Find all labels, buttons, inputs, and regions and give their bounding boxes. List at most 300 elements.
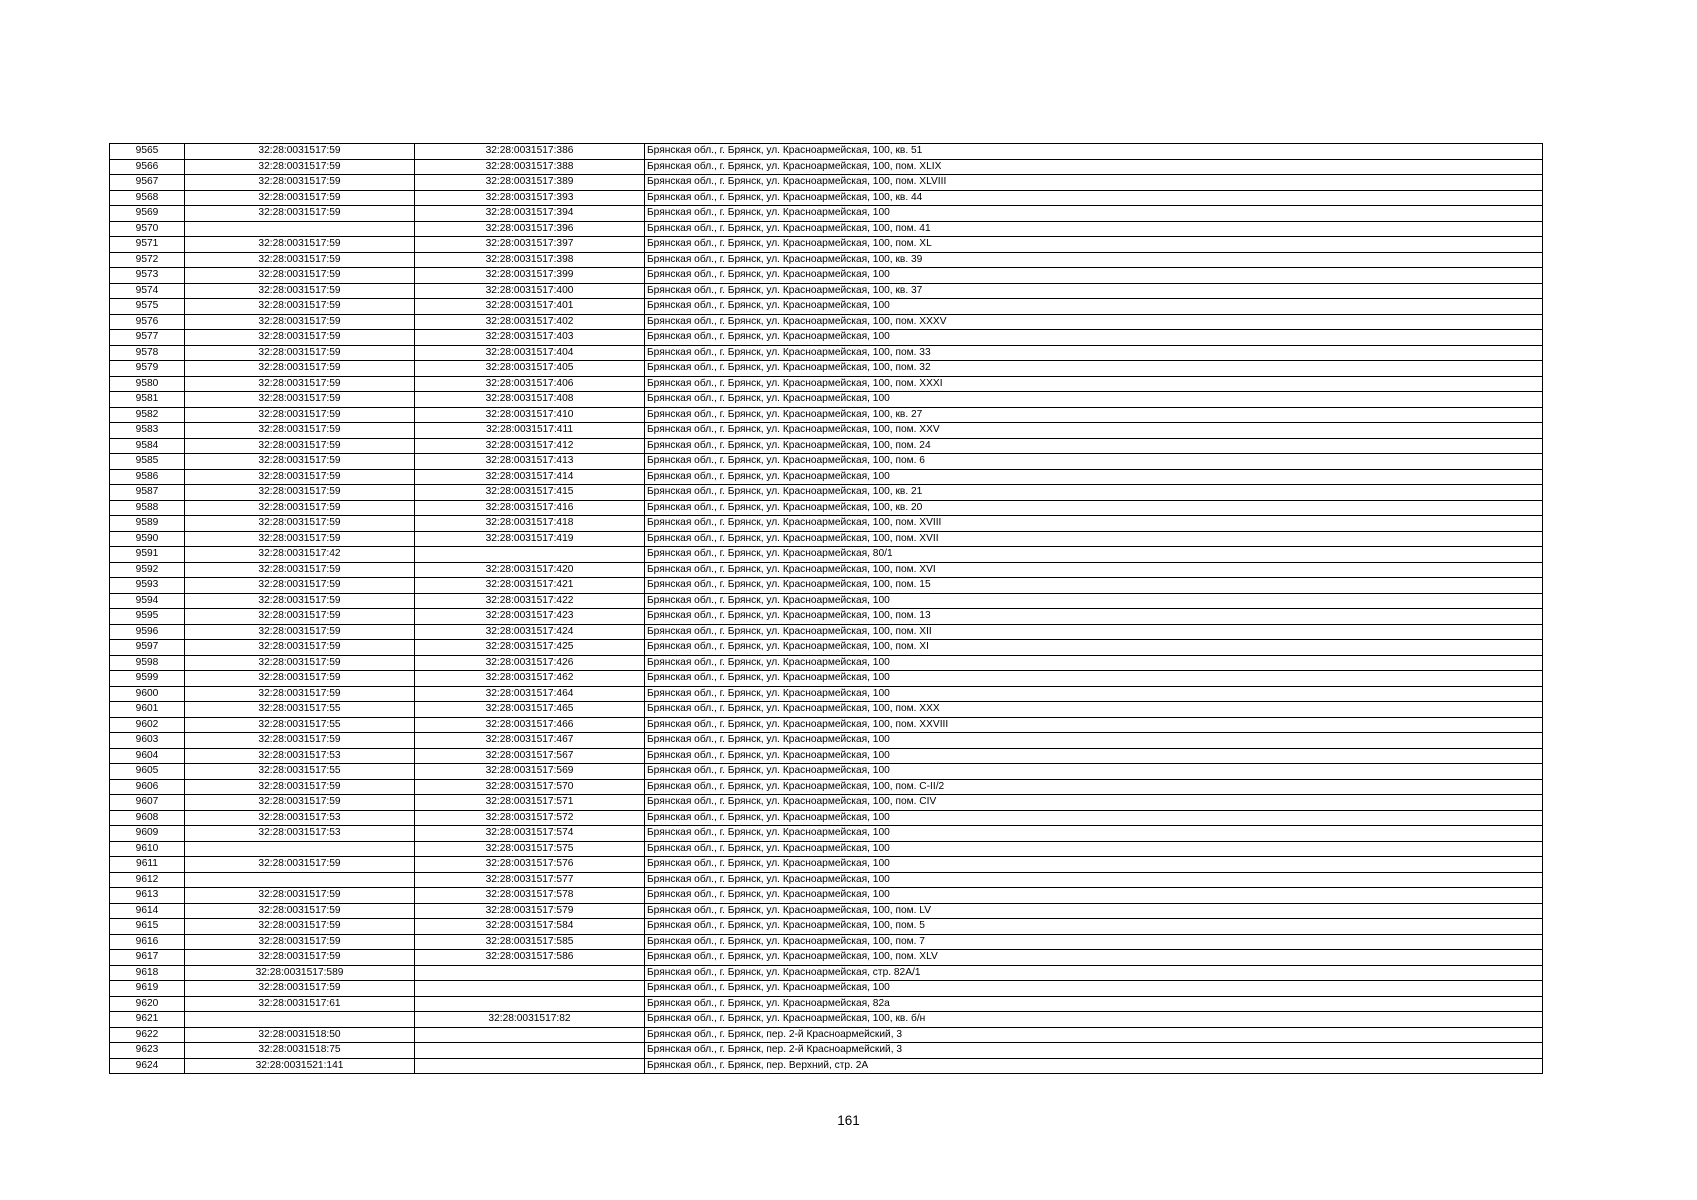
object-cadastral-number-cell: 32:28:0031517:399 <box>415 268 645 284</box>
parent-cadastral-number-cell: 32:28:0031517:59 <box>185 206 415 222</box>
table-row <box>110 392 1543 408</box>
row-number-cell: 9613 <box>110 888 185 904</box>
address-cell: Брянская обл., г. Брянск, ул. Красноармейская, 100 <box>645 857 1543 873</box>
row-number-cell: 9577 <box>110 330 185 346</box>
row-number-cell: 9571 <box>110 237 185 253</box>
row-number-cell: 9579 <box>110 361 185 377</box>
parent-cadastral-number-cell: 32:28:0031517:59 <box>185 268 415 284</box>
address-cell: Брянская обл., г. Брянск, ул. Красноармейская, 100 <box>645 469 1543 485</box>
object-cadastral-number-cell: 32:28:0031517:406 <box>415 376 645 392</box>
object-cadastral-number-cell: 32:28:0031517:393 <box>415 190 645 206</box>
address-cell: Брянская обл., г. Брянск, пер. Верхний, стр. 2А <box>645 1058 1543 1074</box>
parent-cadastral-number-cell: 32:28:0031517:59 <box>185 392 415 408</box>
table-row <box>110 578 1543 594</box>
object-cadastral-number-cell: 32:28:0031517:576 <box>415 857 645 873</box>
object-cadastral-number-cell: 32:28:0031517:586 <box>415 950 645 966</box>
object-cadastral-number-cell: 32:28:0031517:410 <box>415 407 645 423</box>
parent-cadastral-number-cell: 32:28:0031518:50 <box>185 1027 415 1043</box>
row-number-cell: 9616 <box>110 934 185 950</box>
address-cell: Брянская обл., г. Брянск, ул. Красноармейская, 100 <box>645 981 1543 997</box>
table-row <box>110 826 1543 842</box>
object-cadastral-number-cell: 32:28:0031517:585 <box>415 934 645 950</box>
address-cell: Брянская обл., г. Брянск, ул. Красноармейская, 100, пом. XVI <box>645 562 1543 578</box>
parent-cadastral-number-cell: 32:28:0031517:59 <box>185 175 415 191</box>
address-cell: Брянская обл., г. Брянск, ул. Красноармейская, 100, кв. 27 <box>645 407 1543 423</box>
address-cell: Брянская обл., г. Брянск, ул. Красноармейская, 100 <box>645 330 1543 346</box>
object-cadastral-number-cell: 32:28:0031517:426 <box>415 655 645 671</box>
object-cadastral-number-cell <box>415 981 645 997</box>
object-cadastral-number-cell: 32:28:0031517:577 <box>415 872 645 888</box>
row-number-cell: 9567 <box>110 175 185 191</box>
parent-cadastral-number-cell: 32:28:0031517:59 <box>185 888 415 904</box>
row-number-cell: 9599 <box>110 671 185 687</box>
parent-cadastral-number-cell: 32:28:0031517:59 <box>185 934 415 950</box>
row-number-cell: 9584 <box>110 438 185 454</box>
row-number-cell: 9591 <box>110 547 185 563</box>
parent-cadastral-number-cell: 32:28:0031517:59 <box>185 733 415 749</box>
parent-cadastral-number-cell: 32:28:0031518:75 <box>185 1043 415 1059</box>
table-row <box>110 345 1543 361</box>
table-row <box>110 717 1543 733</box>
object-cadastral-number-cell: 32:28:0031517:400 <box>415 283 645 299</box>
object-cadastral-number-cell: 32:28:0031517:82 <box>415 1012 645 1028</box>
table-row <box>110 516 1543 532</box>
object-cadastral-number-cell: 32:28:0031517:413 <box>415 454 645 470</box>
table-row <box>110 330 1543 346</box>
object-cadastral-number-cell: 32:28:0031517:398 <box>415 252 645 268</box>
parent-cadastral-number-cell: 32:28:0031517:59 <box>185 407 415 423</box>
table-row <box>110 609 1543 625</box>
row-number-cell: 9608 <box>110 810 185 826</box>
address-cell: Брянская обл., г. Брянск, ул. Красноармейская, 100, пом. XXVIII <box>645 717 1543 733</box>
row-number-cell: 9602 <box>110 717 185 733</box>
parent-cadastral-number-cell: 32:28:0031521:141 <box>185 1058 415 1074</box>
address-cell: Брянская обл., г. Брянск, пер. 2-й Красноармейский, 3 <box>645 1027 1543 1043</box>
address-cell: Брянская обл., г. Брянск, ул. Красноармейская, 100, кв. 39 <box>645 252 1543 268</box>
table-row <box>110 438 1543 454</box>
row-number-cell: 9566 <box>110 159 185 175</box>
object-cadastral-number-cell: 32:28:0031517:424 <box>415 624 645 640</box>
table-row <box>110 500 1543 516</box>
address-cell: Брянская обл., г. Брянск, ул. Красноармейская, 100, кв. 51 <box>645 144 1543 160</box>
object-cadastral-number-cell: 32:28:0031517:418 <box>415 516 645 532</box>
object-cadastral-number-cell: 32:28:0031517:465 <box>415 702 645 718</box>
object-cadastral-number-cell: 32:28:0031517:414 <box>415 469 645 485</box>
table-row <box>110 283 1543 299</box>
address-cell: Брянская обл., г. Брянск, ул. Красноармейская, 100 <box>645 748 1543 764</box>
object-cadastral-number-cell: 32:28:0031517:567 <box>415 748 645 764</box>
table-row <box>110 159 1543 175</box>
parent-cadastral-number-cell: 32:28:0031517:42 <box>185 547 415 563</box>
address-cell: Брянская обл., г. Брянск, ул. Красноармейская, 100, пом. XXV <box>645 423 1543 439</box>
parent-cadastral-number-cell: 32:28:0031517:53 <box>185 810 415 826</box>
table-row <box>110 764 1543 780</box>
row-number-cell: 9570 <box>110 221 185 237</box>
object-cadastral-number-cell: 32:28:0031517:422 <box>415 593 645 609</box>
object-cadastral-number-cell: 32:28:0031517:579 <box>415 903 645 919</box>
table-row <box>110 1043 1543 1059</box>
row-number-cell: 9607 <box>110 795 185 811</box>
object-cadastral-number-cell: 32:28:0031517:571 <box>415 795 645 811</box>
address-cell: Брянская обл., г. Брянск, ул. Красноармейская, 100, пом. C-II/2 <box>645 779 1543 795</box>
table-row <box>110 779 1543 795</box>
address-cell: Брянская обл., г. Брянск, ул. Красноармейская, 80/1 <box>645 547 1543 563</box>
address-cell: Брянская обл., г. Брянск, ул. Красноармейская, 100, пом. XII <box>645 624 1543 640</box>
object-cadastral-number-cell: 32:28:0031517:575 <box>415 841 645 857</box>
address-cell: Брянская обл., г. Брянск, ул. Красноармейская, 100, кв. 44 <box>645 190 1543 206</box>
row-number-cell: 9578 <box>110 345 185 361</box>
address-cell: Брянская обл., г. Брянск, пер. 2-й Красноармейский, 3 <box>645 1043 1543 1059</box>
address-cell: Брянская обл., г. Брянск, ул. Красноармейская, 100, кв. 20 <box>645 500 1543 516</box>
address-cell: Брянская обл., г. Брянск, ул. Красноармейская, 100, пом. 15 <box>645 578 1543 594</box>
row-number-cell: 9620 <box>110 996 185 1012</box>
parent-cadastral-number-cell <box>185 841 415 857</box>
row-number-cell: 9587 <box>110 485 185 501</box>
row-number-cell: 9573 <box>110 268 185 284</box>
parent-cadastral-number-cell <box>185 872 415 888</box>
row-number-cell: 9618 <box>110 965 185 981</box>
table-row <box>110 547 1543 563</box>
address-cell: Брянская обл., г. Брянск, ул. Красноармейская, 100, кв. 21 <box>645 485 1543 501</box>
table-row <box>110 655 1543 671</box>
table-row <box>110 299 1543 315</box>
row-number-cell: 9624 <box>110 1058 185 1074</box>
object-cadastral-number-cell: 32:28:0031517:397 <box>415 237 645 253</box>
table-row <box>110 810 1543 826</box>
row-number-cell: 9611 <box>110 857 185 873</box>
table-row <box>110 872 1543 888</box>
parent-cadastral-number-cell: 32:28:0031517:59 <box>185 283 415 299</box>
parent-cadastral-number-cell: 32:28:0031517:59 <box>185 950 415 966</box>
row-number-cell: 9615 <box>110 919 185 935</box>
parent-cadastral-number-cell: 32:28:0031517:59 <box>185 640 415 656</box>
row-number-cell: 9568 <box>110 190 185 206</box>
cadastral-registry-table <box>109 143 1543 1074</box>
table-row <box>110 624 1543 640</box>
row-number-cell: 9593 <box>110 578 185 594</box>
parent-cadastral-number-cell: 32:28:0031517:61 <box>185 996 415 1012</box>
registry-table-body <box>110 144 1543 1074</box>
table-row <box>110 423 1543 439</box>
address-cell: Брянская обл., г. Брянск, ул. Красноармейская, 100, пом. XI <box>645 640 1543 656</box>
address-cell: Брянская обл., г. Брянск, ул. Красноармейская, 100, пом. 32 <box>645 361 1543 377</box>
parent-cadastral-number-cell: 32:28:0031517:59 <box>185 314 415 330</box>
object-cadastral-number-cell: 32:28:0031517:386 <box>415 144 645 160</box>
table-row <box>110 950 1543 966</box>
parent-cadastral-number-cell: 32:28:0031517:55 <box>185 702 415 718</box>
table-row <box>110 454 1543 470</box>
parent-cadastral-number-cell: 32:28:0031517:59 <box>185 671 415 687</box>
address-cell: Брянская обл., г. Брянск, ул. Красноармейская, 100, пом. XXXV <box>645 314 1543 330</box>
object-cadastral-number-cell: 32:28:0031517:416 <box>415 500 645 516</box>
row-number-cell: 9588 <box>110 500 185 516</box>
address-cell: Брянская обл., г. Брянск, ул. Красноармейская, 100 <box>645 764 1543 780</box>
object-cadastral-number-cell: 32:28:0031517:396 <box>415 221 645 237</box>
object-cadastral-number-cell: 32:28:0031517:402 <box>415 314 645 330</box>
row-number-cell: 9594 <box>110 593 185 609</box>
parent-cadastral-number-cell: 32:28:0031517:59 <box>185 981 415 997</box>
parent-cadastral-number-cell: 32:28:0031517:589 <box>185 965 415 981</box>
table-row <box>110 175 1543 191</box>
address-cell: Брянская обл., г. Брянск, ул. Красноармейская, 100, кв. 37 <box>645 283 1543 299</box>
object-cadastral-number-cell <box>415 1027 645 1043</box>
parent-cadastral-number-cell: 32:28:0031517:59 <box>185 531 415 547</box>
row-number-cell: 9582 <box>110 407 185 423</box>
row-number-cell: 9621 <box>110 1012 185 1028</box>
address-cell: Брянская обл., г. Брянск, ул. Красноармейская, 100, пом. 5 <box>645 919 1543 935</box>
parent-cadastral-number-cell: 32:28:0031517:59 <box>185 593 415 609</box>
table-row <box>110 221 1543 237</box>
parent-cadastral-number-cell: 32:28:0031517:59 <box>185 655 415 671</box>
table-row <box>110 919 1543 935</box>
address-cell: Брянская обл., г. Брянск, ул. Красноармейская, 82а <box>645 996 1543 1012</box>
object-cadastral-number-cell: 32:28:0031517:388 <box>415 159 645 175</box>
object-cadastral-number-cell: 32:28:0031517:572 <box>415 810 645 826</box>
row-number-cell: 9575 <box>110 299 185 315</box>
parent-cadastral-number-cell: 32:28:0031517:59 <box>185 485 415 501</box>
row-number-cell: 9622 <box>110 1027 185 1043</box>
address-cell: Брянская обл., г. Брянск, ул. Красноармейская, 100, пом. 7 <box>645 934 1543 950</box>
address-cell: Брянская обл., г. Брянск, ул. Красноармейская, 100, пом. XXX <box>645 702 1543 718</box>
object-cadastral-number-cell: 32:28:0031517:412 <box>415 438 645 454</box>
address-cell: Брянская обл., г. Брянск, ул. Красноармейская, 100 <box>645 733 1543 749</box>
row-number-cell: 9623 <box>110 1043 185 1059</box>
table-row <box>110 857 1543 873</box>
parent-cadastral-number-cell <box>185 1012 415 1028</box>
page-number: 161 <box>837 1113 860 1128</box>
table-row <box>110 469 1543 485</box>
parent-cadastral-number-cell: 32:28:0031517:59 <box>185 779 415 795</box>
table-row <box>110 190 1543 206</box>
address-cell: Брянская обл., г. Брянск, ул. Красноармейская, 100, пом. LV <box>645 903 1543 919</box>
parent-cadastral-number-cell: 32:28:0031517:59 <box>185 500 415 516</box>
address-cell: Брянская обл., г. Брянск, ул. Красноармейская, 100, пом. 13 <box>645 609 1543 625</box>
address-cell: Брянская обл., г. Брянск, ул. Красноармейская, 100 <box>645 671 1543 687</box>
parent-cadastral-number-cell: 32:28:0031517:59 <box>185 857 415 873</box>
parent-cadastral-number-cell: 32:28:0031517:59 <box>185 330 415 346</box>
table-row <box>110 1012 1543 1028</box>
object-cadastral-number-cell: 32:28:0031517:584 <box>415 919 645 935</box>
row-number-cell: 9598 <box>110 655 185 671</box>
table-row <box>110 1058 1543 1074</box>
address-cell: Брянская обл., г. Брянск, ул. Красноармейская, 100, пом. XLV <box>645 950 1543 966</box>
object-cadastral-number-cell: 32:28:0031517:574 <box>415 826 645 842</box>
row-number-cell: 9572 <box>110 252 185 268</box>
row-number-cell: 9610 <box>110 841 185 857</box>
row-number-cell: 9585 <box>110 454 185 470</box>
row-number-cell: 9603 <box>110 733 185 749</box>
row-number-cell: 9596 <box>110 624 185 640</box>
row-number-cell: 9580 <box>110 376 185 392</box>
table-row <box>110 593 1543 609</box>
address-cell: Брянская обл., г. Брянск, ул. Красноармейская, 100 <box>645 841 1543 857</box>
object-cadastral-number-cell: 32:28:0031517:408 <box>415 392 645 408</box>
table-row <box>110 314 1543 330</box>
address-cell: Брянская обл., г. Брянск, ул. Красноармейская, 100 <box>645 206 1543 222</box>
row-number-cell: 9565 <box>110 144 185 160</box>
row-number-cell: 9583 <box>110 423 185 439</box>
parent-cadastral-number-cell: 32:28:0031517:59 <box>185 919 415 935</box>
row-number-cell: 9601 <box>110 702 185 718</box>
address-cell: Брянская обл., г. Брянск, ул. Красноармейская, 100, пом. 33 <box>645 345 1543 361</box>
row-number-cell: 9586 <box>110 469 185 485</box>
parent-cadastral-number-cell: 32:28:0031517:59 <box>185 903 415 919</box>
parent-cadastral-number-cell: 32:28:0031517:59 <box>185 562 415 578</box>
table-row <box>110 686 1543 702</box>
object-cadastral-number-cell <box>415 1043 645 1059</box>
row-number-cell: 9589 <box>110 516 185 532</box>
table-row <box>110 407 1543 423</box>
row-number-cell: 9612 <box>110 872 185 888</box>
object-cadastral-number-cell: 32:28:0031517:394 <box>415 206 645 222</box>
parent-cadastral-number-cell: 32:28:0031517:59 <box>185 190 415 206</box>
table-row <box>110 934 1543 950</box>
table-row <box>110 965 1543 981</box>
table-row <box>110 702 1543 718</box>
object-cadastral-number-cell <box>415 1058 645 1074</box>
row-number-cell: 9569 <box>110 206 185 222</box>
table-row <box>110 531 1543 547</box>
table-row <box>110 361 1543 377</box>
address-cell: Брянская обл., г. Брянск, ул. Красноармейская, 100, пом. XLVIII <box>645 175 1543 191</box>
object-cadastral-number-cell: 32:28:0031517:578 <box>415 888 645 904</box>
object-cadastral-number-cell: 32:28:0031517:415 <box>415 485 645 501</box>
object-cadastral-number-cell: 32:28:0031517:569 <box>415 764 645 780</box>
address-cell: Брянская обл., г. Брянск, ул. Красноармейская, 100, пом. XL <box>645 237 1543 253</box>
parent-cadastral-number-cell: 32:28:0031517:59 <box>185 423 415 439</box>
table-row <box>110 671 1543 687</box>
table-row <box>110 252 1543 268</box>
address-cell: Брянская обл., г. Брянск, ул. Красноармейская, 100 <box>645 655 1543 671</box>
object-cadastral-number-cell: 32:28:0031517:421 <box>415 578 645 594</box>
address-cell: Брянская обл., г. Брянск, ул. Красноармейская, 100, пом. 6 <box>645 454 1543 470</box>
object-cadastral-number-cell: 32:28:0031517:423 <box>415 609 645 625</box>
parent-cadastral-number-cell: 32:28:0031517:59 <box>185 299 415 315</box>
parent-cadastral-number-cell: 32:28:0031517:59 <box>185 454 415 470</box>
object-cadastral-number-cell: 32:28:0031517:389 <box>415 175 645 191</box>
parent-cadastral-number-cell: 32:28:0031517:59 <box>185 686 415 702</box>
address-cell: Брянская обл., г. Брянск, ул. Красноармейская, 100 <box>645 299 1543 315</box>
parent-cadastral-number-cell: 32:28:0031517:59 <box>185 345 415 361</box>
object-cadastral-number-cell: 32:28:0031517:420 <box>415 562 645 578</box>
address-cell: Брянская обл., г. Брянск, ул. Красноармейская, 100, пом. XXXI <box>645 376 1543 392</box>
table-row <box>110 996 1543 1012</box>
row-number-cell: 9605 <box>110 764 185 780</box>
row-number-cell: 9609 <box>110 826 185 842</box>
table-row <box>110 981 1543 997</box>
object-cadastral-number-cell: 32:28:0031517:462 <box>415 671 645 687</box>
parent-cadastral-number-cell: 32:28:0031517:55 <box>185 764 415 780</box>
address-cell: Брянская обл., г. Брянск, ул. Красноармейская, 100, пом. CIV <box>645 795 1543 811</box>
table-row <box>110 206 1543 222</box>
object-cadastral-number-cell: 32:28:0031517:411 <box>415 423 645 439</box>
address-cell: Брянская обл., г. Брянск, ул. Красноармейская, 100 <box>645 826 1543 842</box>
parent-cadastral-number-cell: 32:28:0031517:59 <box>185 237 415 253</box>
row-number-cell: 9606 <box>110 779 185 795</box>
address-cell: Брянская обл., г. Брянск, ул. Красноармейская, 100, пом. XVIII <box>645 516 1543 532</box>
row-number-cell: 9600 <box>110 686 185 702</box>
row-number-cell: 9576 <box>110 314 185 330</box>
table-row <box>110 841 1543 857</box>
object-cadastral-number-cell: 32:28:0031517:405 <box>415 361 645 377</box>
parent-cadastral-number-cell: 32:28:0031517:59 <box>185 376 415 392</box>
object-cadastral-number-cell <box>415 547 645 563</box>
address-cell: Брянская обл., г. Брянск, ул. Красноармейская, 100 <box>645 686 1543 702</box>
object-cadastral-number-cell: 32:28:0031517:419 <box>415 531 645 547</box>
object-cadastral-number-cell <box>415 996 645 1012</box>
parent-cadastral-number-cell: 32:28:0031517:59 <box>185 438 415 454</box>
address-cell: Брянская обл., г. Брянск, ул. Красноармейская, 100 <box>645 392 1543 408</box>
table-row <box>110 640 1543 656</box>
row-number-cell: 9595 <box>110 609 185 625</box>
table-row <box>110 1027 1543 1043</box>
object-cadastral-number-cell: 32:28:0031517:570 <box>415 779 645 795</box>
object-cadastral-number-cell: 32:28:0031517:403 <box>415 330 645 346</box>
address-cell: Брянская обл., г. Брянск, ул. Красноармейская, 100, пом. XVII <box>645 531 1543 547</box>
parent-cadastral-number-cell: 32:28:0031517:59 <box>185 578 415 594</box>
parent-cadastral-number-cell <box>185 221 415 237</box>
object-cadastral-number-cell: 32:28:0031517:466 <box>415 717 645 733</box>
parent-cadastral-number-cell: 32:28:0031517:59 <box>185 469 415 485</box>
address-cell: Брянская обл., г. Брянск, ул. Красноармейская, 100, кв. б/н <box>645 1012 1543 1028</box>
address-cell: Брянская обл., г. Брянск, ул. Красноармейская, 100 <box>645 872 1543 888</box>
table-row <box>110 795 1543 811</box>
parent-cadastral-number-cell: 32:28:0031517:53 <box>185 826 415 842</box>
address-cell: Брянская обл., г. Брянск, ул. Красноармейская, 100 <box>645 810 1543 826</box>
row-number-cell: 9592 <box>110 562 185 578</box>
parent-cadastral-number-cell: 32:28:0031517:59 <box>185 624 415 640</box>
parent-cadastral-number-cell: 32:28:0031517:59 <box>185 144 415 160</box>
table-row <box>110 237 1543 253</box>
parent-cadastral-number-cell: 32:28:0031517:59 <box>185 159 415 175</box>
parent-cadastral-number-cell: 32:28:0031517:53 <box>185 748 415 764</box>
table-row <box>110 748 1543 764</box>
address-cell: Брянская обл., г. Брянск, ул. Красноармейская, 100, пом. 24 <box>645 438 1543 454</box>
table-row <box>110 562 1543 578</box>
row-number-cell: 9590 <box>110 531 185 547</box>
table-row <box>110 268 1543 284</box>
address-cell: Брянская обл., г. Брянск, ул. Красноармейская, 100 <box>645 888 1543 904</box>
object-cadastral-number-cell: 32:28:0031517:401 <box>415 299 645 315</box>
parent-cadastral-number-cell: 32:28:0031517:59 <box>185 795 415 811</box>
object-cadastral-number-cell: 32:28:0031517:404 <box>415 345 645 361</box>
parent-cadastral-number-cell: 32:28:0031517:59 <box>185 252 415 268</box>
address-cell: Брянская обл., г. Брянск, ул. Красноармейская, стр. 82А/1 <box>645 965 1543 981</box>
table-row <box>110 485 1543 501</box>
address-cell: Брянская обл., г. Брянск, ул. Красноармейская, 100, пом. XLIX <box>645 159 1543 175</box>
row-number-cell: 9574 <box>110 283 185 299</box>
object-cadastral-number-cell: 32:28:0031517:425 <box>415 640 645 656</box>
row-number-cell: 9581 <box>110 392 185 408</box>
address-cell: Брянская обл., г. Брянск, ул. Красноармейская, 100 <box>645 268 1543 284</box>
row-number-cell: 9614 <box>110 903 185 919</box>
row-number-cell: 9619 <box>110 981 185 997</box>
parent-cadastral-number-cell: 32:28:0031517:59 <box>185 361 415 377</box>
address-cell: Брянская обл., г. Брянск, ул. Красноармейская, 100 <box>645 593 1543 609</box>
row-number-cell: 9604 <box>110 748 185 764</box>
object-cadastral-number-cell: 32:28:0031517:464 <box>415 686 645 702</box>
parent-cadastral-number-cell: 32:28:0031517:59 <box>185 516 415 532</box>
table-row <box>110 733 1543 749</box>
table-row <box>110 144 1543 160</box>
object-cadastral-number-cell <box>415 965 645 981</box>
table-row <box>110 888 1543 904</box>
parent-cadastral-number-cell: 32:28:0031517:55 <box>185 717 415 733</box>
object-cadastral-number-cell: 32:28:0031517:467 <box>415 733 645 749</box>
row-number-cell: 9617 <box>110 950 185 966</box>
parent-cadastral-number-cell: 32:28:0031517:59 <box>185 609 415 625</box>
table-row <box>110 903 1543 919</box>
